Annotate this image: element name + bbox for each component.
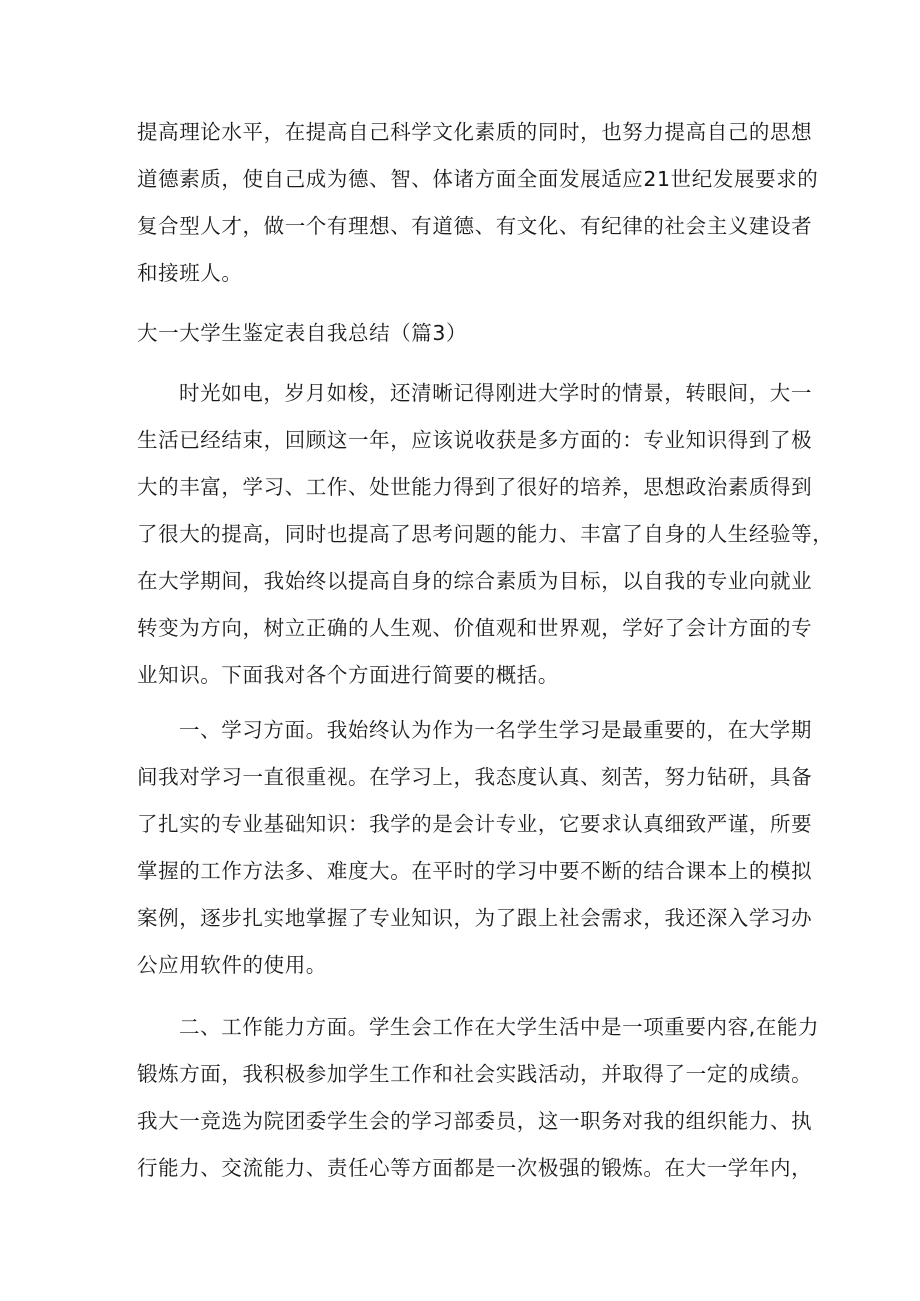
text-line: 复合型人才，做一个有理想、有道德、有文化、有纪律的社会主义建设者 [137,214,813,238]
text-line: 道德素质，使自己成为德、智、体诸方面全面发展适应21世纪发展要求的 [137,167,819,191]
text-line: 大的丰富，学习、工作、处世能力得到了很好的培养，思想政治素质得到 [137,475,813,499]
section-heading: 大一大学生鉴定表自我总结（篇3） [137,321,468,345]
text-line: 公应用软件的使用。 [137,953,327,977]
text-line: 时光如电，岁月如梭，还清晰记得刚进大学时的情景，转眼间，大一 [179,381,812,405]
text-line: 在大学期间，我始终以提高自身的综合素质为目标，以自我的专业向就业 [137,569,813,593]
text-line: 掌握的工作方法多、难度大。在平时的学习中要不断的结合课本上的模拟 [137,859,813,883]
text-line: 行能力、交流能力、责任心等方面都是一次极强的锻炼。在大一学年内， [137,1156,813,1180]
text-line: 一、学习方面。我始终认为作为一名学生学习是最重要的，在大学期 [179,718,812,742]
text-line: 二、工作能力方面。学生会工作在大学生活中是一项重要内容,在能力 [179,1015,820,1039]
text-line: 锻炼方面，我积极参加学生工作和社会实践活动，并取得了一定的成绩。 [137,1062,813,1086]
text-line: 提高理论水平，在提高自己科学文化素质的同时，也努力提高自己的思想 [137,120,813,144]
text-line: 和接班人。 [137,261,243,285]
text-line: 生活已经结束，回顾这一年，应该说收获是多方面的：专业知识得到了极 [137,428,813,452]
text-line: 了很大的提高，同时也提高了思考问题的能力、丰富了自身的人生经验等， [137,522,834,546]
text-line: 转变为方向，树立正确的人生观、价值观和世界观，学好了会计方面的专 [137,616,813,640]
text-line: 间我对学习一直很重视。在学习上，我态度认真、刻苦，努力钻研，具备 [137,765,813,789]
text-line: 我大一竞选为院团委学生会的学习部委员，这一职务对我的组织能力、执 [137,1109,813,1133]
text-line: 业知识。下面我对各个方面进行简要的概括。 [137,663,559,687]
text-line: 了扎实的专业基础知识：我学的是会计专业，它要求认真细致严谨，所要 [137,812,813,836]
text-line: 案例，逐步扎实地掌握了专业知识，为了跟上社会需求，我还深入学习办 [137,906,813,930]
